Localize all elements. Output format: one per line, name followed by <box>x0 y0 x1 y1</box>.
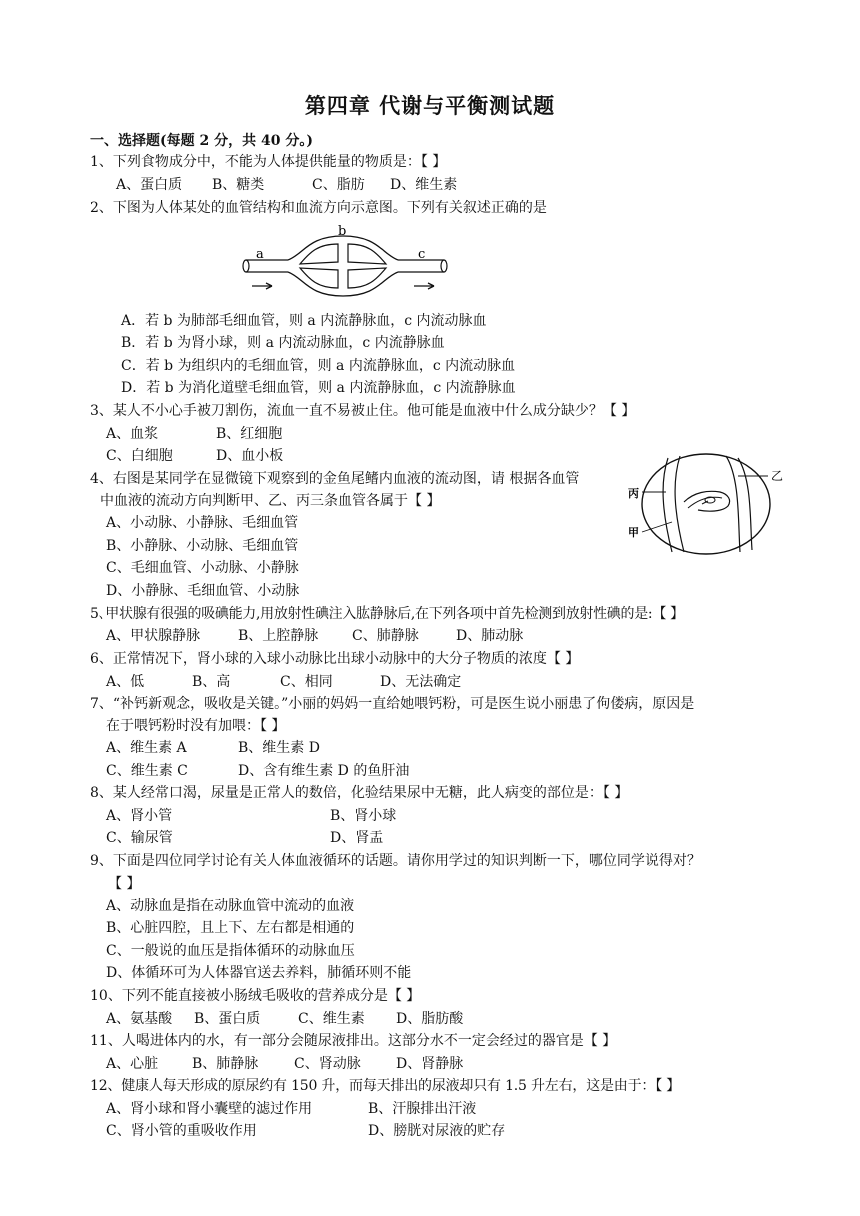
q4-option-d: D、小静脉、毛细血管、小动脉 <box>106 583 300 599</box>
q1-stem: 1、下列食物成分中，不能为人体提供能量的物质是：【 】 <box>90 154 447 170</box>
q10-option-b: B、蛋白质 <box>194 1011 261 1027</box>
q4-stem-line2: 中血液的流动方向判断甲、乙、丙三条血管各属于【 】 <box>100 493 441 509</box>
q3-option-a: A、血浆 <box>106 426 159 442</box>
q2-stem: 2、下图为人体某处的血管结构和血流方向示意图。下列有关叙述正确的是 <box>90 200 547 216</box>
q7-option-a: A、维生素 A <box>106 740 187 756</box>
diagram-label-b: b <box>338 224 347 239</box>
q8-option-a: A、肾小管 <box>106 808 173 824</box>
q5-option-b: B、上腔静脉 <box>238 628 319 644</box>
diagram-label-c: c <box>418 247 426 262</box>
q8-option-d: D、肾盂 <box>330 830 384 846</box>
q1-option-d: D、维生素 <box>390 177 458 193</box>
q7-option-c: C、维生素 C <box>106 763 188 779</box>
q1-option-b: B、糖类 <box>212 177 265 193</box>
q7-stem-line2: 在于喂钙粉时没有加喂：【 】 <box>106 718 286 734</box>
q12-stem: 12、健康人每天形成的原尿约有 150 升，而每天排出的尿液却只有 1.5 升左右，这是由于：【 】 <box>90 1078 681 1094</box>
q2-option-a: A．若 b 为肺部毛细血管，则 a 内流静脉血，c 内流动脉血 <box>121 313 487 329</box>
q6-option-d: D、无法确定 <box>380 674 462 690</box>
q5-option-d: D、肺动脉 <box>456 628 524 644</box>
q4-option-a: A、小动脉、小静脉、毛细血管 <box>106 515 299 531</box>
q7-option-b: B、维生素 D <box>238 740 320 756</box>
section-heading: 一、选择题(每题 2 分，共 40 分。) <box>90 133 313 149</box>
q7-option-d: D、含有维生素 D 的鱼肝油 <box>238 763 410 779</box>
q12-option-a: A、肾小球和肾小囊壁的滤过作用 <box>106 1101 313 1117</box>
q3-option-b: B、红细胞 <box>216 426 283 442</box>
diagram-label-yi: 乙 <box>771 469 784 483</box>
q8-option-c: C、输尿管 <box>106 830 173 846</box>
q12-option-c: C、肾小管的重吸收作用 <box>106 1123 257 1139</box>
diagram-label-bing: 丙 <box>628 487 639 500</box>
q3-stem: 3、某人不小心手被刀割伤，流血一直不易被止住。他可能是血液中什么成分缺少？【 】 <box>90 403 636 419</box>
q11-option-a: A、心脏 <box>106 1056 159 1072</box>
q12-option-d: D、膀胱对尿液的贮存 <box>368 1123 506 1139</box>
q9-option-a: A、动脉血是指在动脉血管中流动的血液 <box>106 898 355 914</box>
q11-stem: 11、人喝进体内的水，有一部分会随尿液排出。这部分水不一定会经过的器官是【 】 <box>90 1033 617 1049</box>
q4-stem-line1: 4、右图是某同学在显微镜下观察到的金鱼尾鳍内血液的流动图，请 根据各血管 <box>90 471 580 487</box>
q6-option-a: A、低 <box>106 674 145 690</box>
q11-option-c: C、肾动脉 <box>294 1056 361 1072</box>
blood-vessel-diagram <box>238 224 458 304</box>
q5-stem: 5､甲状腺有很强的吸碘能力,用放射性碘注入肱静脉后,在下列各项中首先检测到放射性碘的是:【 】 <box>90 606 684 622</box>
q9-stem-line1: 9、下面是四位同学讨论有关人体血液循环的话题。请你用学过的知识判断一下，哪位同学说得对？ <box>90 853 701 869</box>
q4-option-b: B、小静脉、小动脉、毛细血管 <box>106 538 299 554</box>
q6-stem: 6、正常情况下，肾小球的入球小动脉比出球小动脉中的大分子物质的浓度【 】 <box>90 651 580 667</box>
q10-option-c: C、维生素 <box>298 1011 365 1027</box>
q3-option-c: C、白细胞 <box>106 448 173 464</box>
q3-option-d: D、血小板 <box>216 448 284 464</box>
diagram-label-jia: 甲 <box>628 526 639 539</box>
q2-option-b: B．若 b 为肾小球，则 a 内流动脉血，c 内流静脉血 <box>121 335 445 351</box>
q8-option-b: B、肾小球 <box>330 808 397 824</box>
q1-option-a: A、蛋白质 <box>116 177 183 193</box>
q11-option-b: B、肺静脉 <box>192 1056 259 1072</box>
q10-option-a: A、氨基酸 <box>106 1011 173 1027</box>
q9-option-b: B、心脏四腔，且上下、左右都是相通的 <box>106 920 355 936</box>
q4-option-c: C、毛细血管、小动脉、小静脉 <box>106 560 299 576</box>
q2-option-d: D．若 b 为消化道壁毛细血管，则 a 内流静脉血，c 内流静脉血 <box>121 380 516 396</box>
q6-option-b: B、高 <box>192 674 231 690</box>
q11-option-d: D、肾静脉 <box>396 1056 464 1072</box>
q6-option-c: C、相同 <box>280 674 333 690</box>
q1-option-c: C、脂肪 <box>312 177 365 193</box>
diagram-label-a: a <box>256 247 264 262</box>
q10-option-d: D、脂肪酸 <box>396 1011 464 1027</box>
q2-option-c: C．若 b 为组织内的毛细血管，则 a 内流静脉血，c 内流动脉血 <box>121 358 516 374</box>
q8-stem: 8、某人经常口渴，尿量是正常人的数倍，化验结果尿中无糖，此人病变的部位是：【 】 <box>90 785 629 801</box>
q12-option-b: B、汗腺排出汗液 <box>368 1101 477 1117</box>
q9-option-d: D、体循环可为人体器官送去养料，肺循环则不能 <box>106 965 412 981</box>
q5-option-a: A、甲状腺静脉 <box>106 628 201 644</box>
q10-stem: 10、下列不能直接被小肠绒毛吸收的营养成分是【 】 <box>90 988 421 1004</box>
q9-stem-line2: 【 】 <box>108 876 141 892</box>
goldfish-tail-blood-flow-diagram <box>628 452 788 556</box>
q7-stem-line1: 7、“补钙新观念，吸收是关键。”小丽的妈妈一直给她喂钙粉，可是医生说小丽患了佝偻病，原因是 <box>90 696 695 712</box>
page-title: 第四章 代谢与平衡测试题 <box>304 93 556 118</box>
q9-option-c: C、一般说的血压是指体循环的动脉血压 <box>106 943 355 959</box>
q5-option-c: C、肺静脉 <box>352 628 419 644</box>
